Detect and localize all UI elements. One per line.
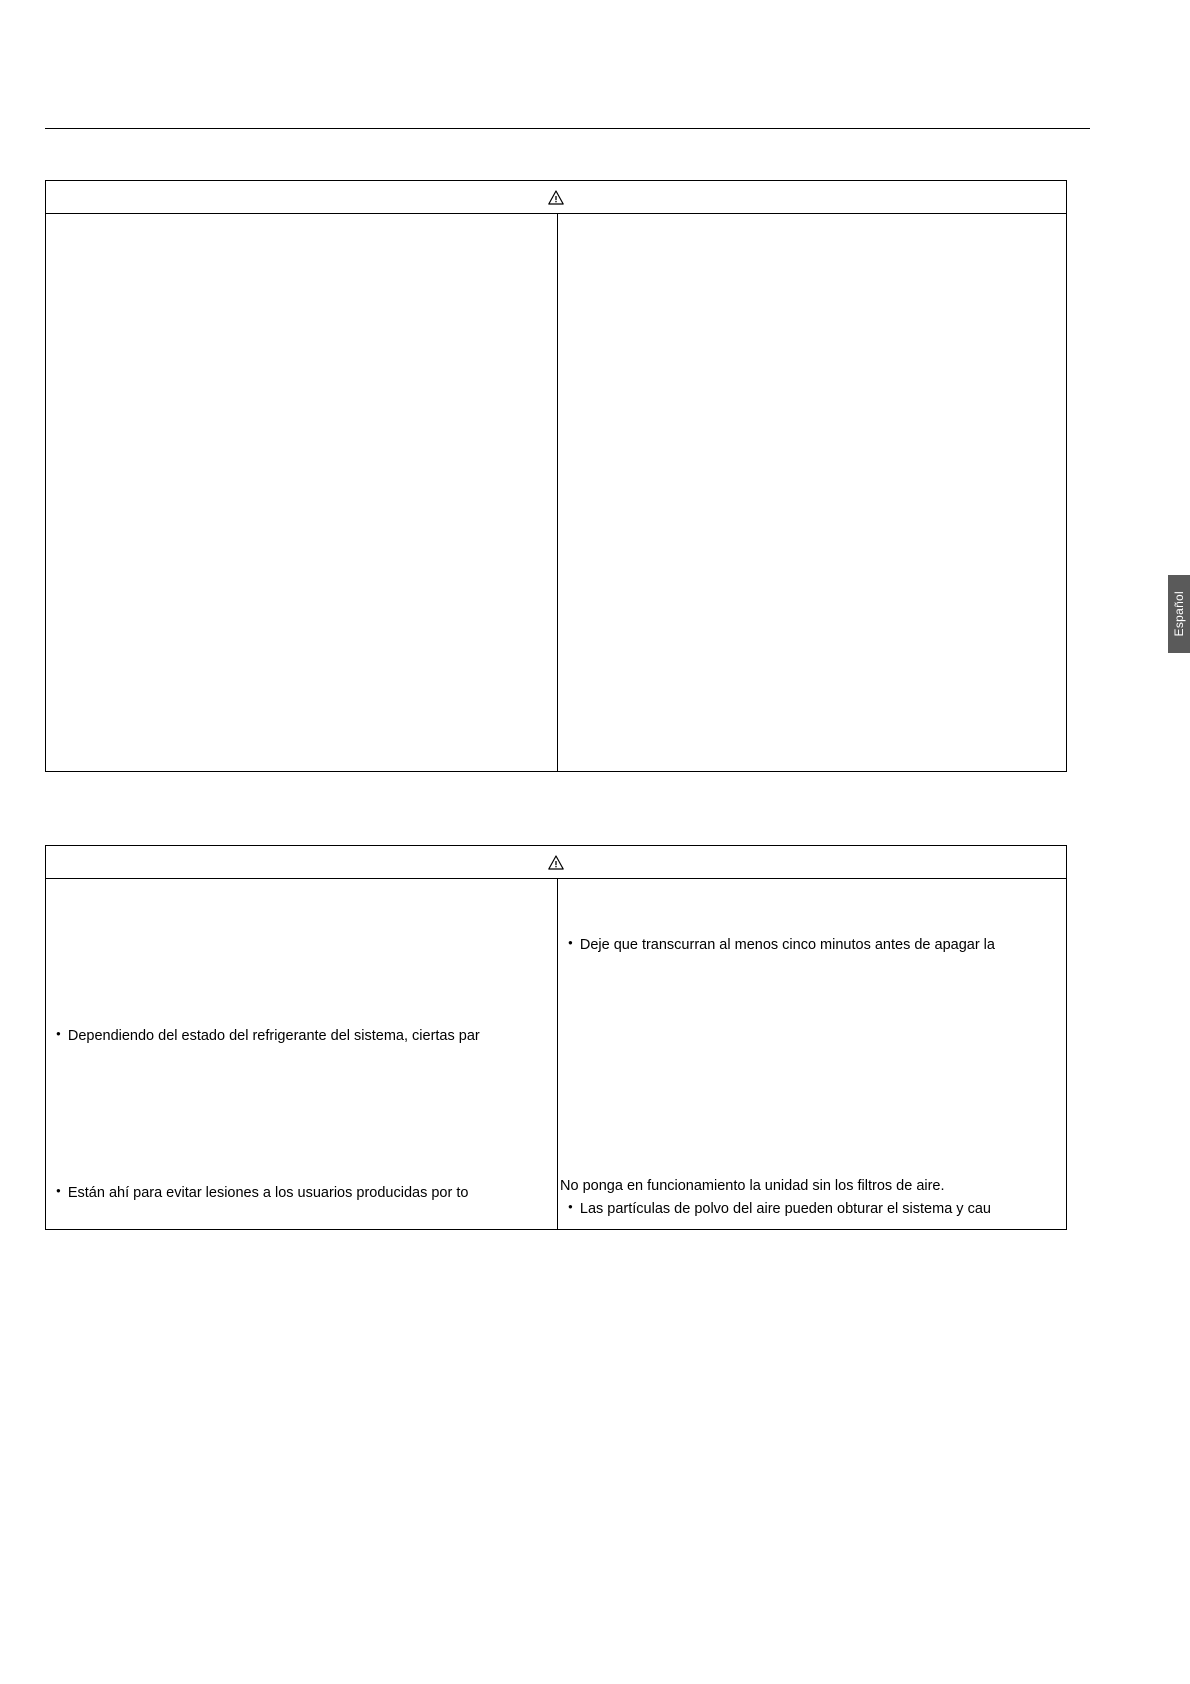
warning-triangle-icon (548, 190, 564, 205)
warning-table-left-column (46, 214, 558, 771)
list-item: ● Están ahí para evitar lesiones a los usuarios producidas por to (56, 1184, 468, 1204)
warning-triangle-icon (548, 855, 564, 870)
warning-table-header (46, 181, 1066, 214)
language-tab-label: Español (1172, 591, 1186, 637)
header-rule (45, 128, 1090, 129)
caution-table (45, 845, 1067, 1230)
language-tab-espanol (1168, 575, 1190, 653)
list-item: No ponga en funcionamiento la unidad sin los filtros de aire. (560, 1178, 945, 1194)
caution-table-header (46, 846, 1066, 879)
warning-table (45, 180, 1067, 772)
list-item: ● Las partículas de polvo del aire pueden obturar el sistema y cau (568, 1200, 991, 1220)
caution-table-body (46, 879, 1066, 1229)
warning-table-right-column (558, 214, 1066, 771)
caution-table-right-column (558, 879, 1066, 1229)
warning-table-body (46, 214, 1066, 771)
list-item: ● Deje que transcurran al menos cinco minutos antes de apagar la (568, 936, 995, 956)
list-item: ● Dependiendo del estado del refrigerante del sistema, ciertas par (56, 1027, 480, 1047)
caution-table-left-column (46, 879, 558, 1229)
